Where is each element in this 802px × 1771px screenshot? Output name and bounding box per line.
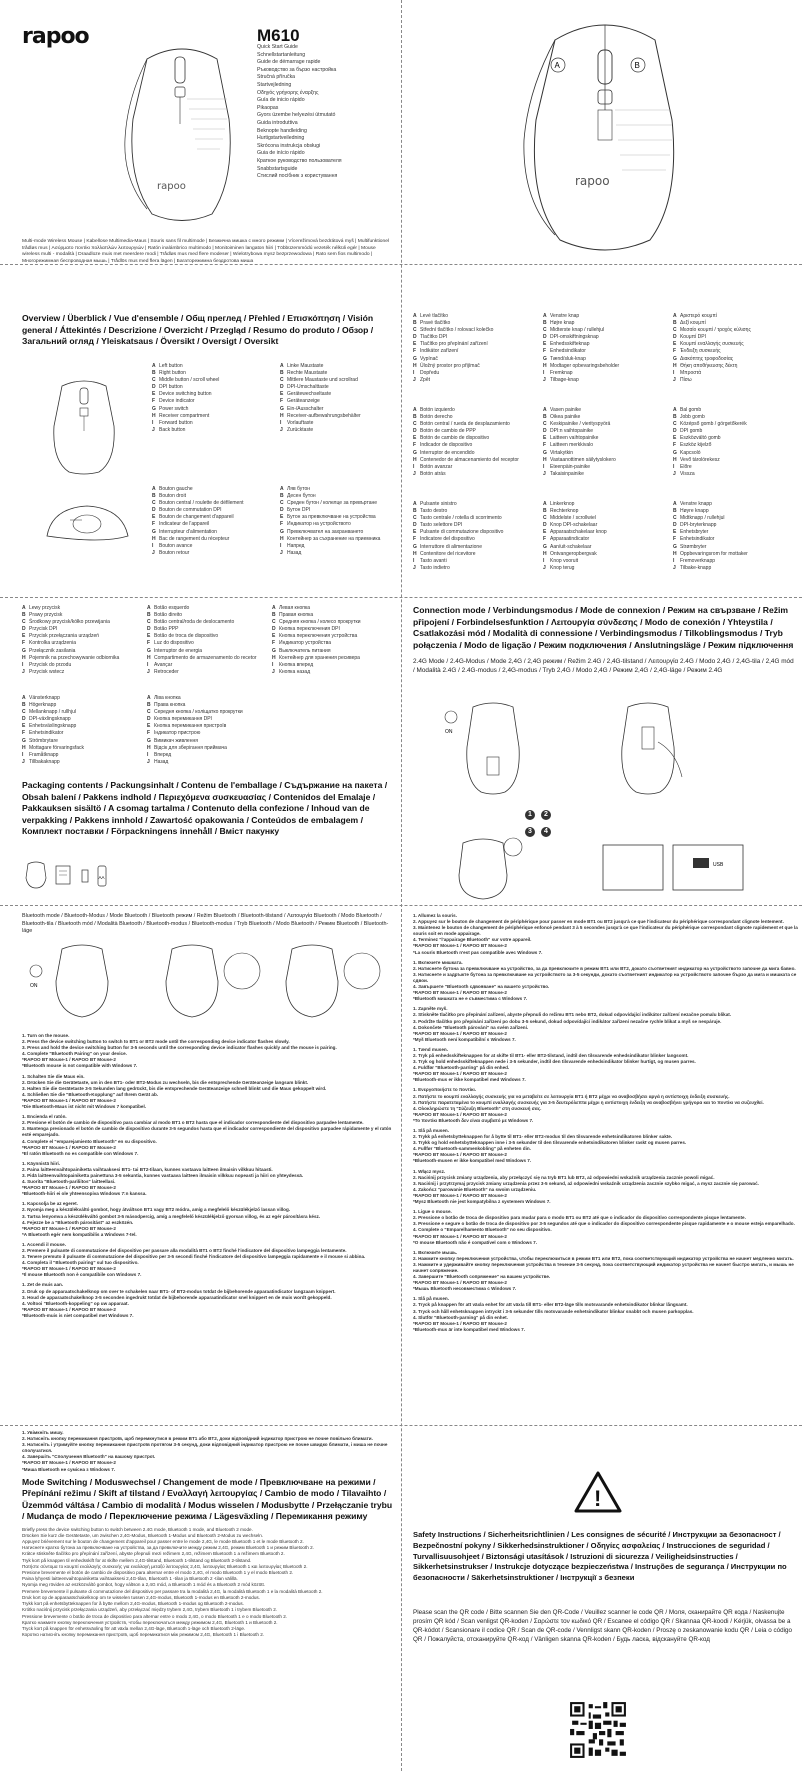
legend-da: A Venstre knap B Højre knap C Midterste knap / rullehjul D DPI-omskiftningsknap E Enhedsskifteknap F Enhedsindikator G Tænd/sluk-knap H Modtager opbevaringsbeholder I Fremknap J Tilbage-knap	[543, 313, 620, 383]
legend-fi: A Vasen painike B Oikea painike C Keskipainike / vierityspyörä D DPI:n vaihtopainike E Laitteen vaihtopainike F Laitteen merkkivalo G Virtakytkin H Vastaanottimen säilytyslokero I Eteenpäin-painike J Takaisinpainike	[543, 407, 616, 477]
on-label: ON	[30, 983, 38, 989]
label-a: A	[554, 61, 560, 70]
bt-fi: 1. Käynnistä hiiri. 2. Paina laitteenvaihtopainiketta vaihtaaksesi BT1- tai BT2-tilaan, kunnes vastaava laitteen ilmaisin vilkkuu hitaasti. 3. Pidä laitteenvaihtopainiketta painettuna 3-5 sekuntia, kunnes vastaava laitteen ilmaisin vilkkuu nopeasti ja hiiri on yhteydessä. 4. Suorita "Bluetooth-pariliitos" laitteellasi. *RAPOO BT Mouse-1 / RAPOO BT Mouse-2 *Bluetooth-hiiri ei ole yhteensopiva Windows 7:n kanssa.	[22, 1160, 304, 1197]
legend-grid-left	[22, 605, 397, 901]
fold-line	[0, 905, 802, 906]
warning-glyph: !	[594, 1486, 602, 1511]
step3-illustration	[443, 835, 533, 901]
legend-no: A Venstre knapp B Høyre knapp C Midtknapp / rullehjul D DPI-bryterknapp E Enhetsbryter F Enhetsindikator G Strømbryter H Oppbevaringsrom for mottaker I Fremoverknapp J Tilbake-knapp	[673, 501, 748, 571]
step-number: 2	[541, 810, 551, 820]
usb-label: USB	[713, 862, 724, 868]
legend-uk: A Ліва кнопка B Права кнопка C Середня кнопка / коліщатко прокрутки D Кнопка перемикання DPI E Кнопка перемикання пристроїв F Індикатор пристрою G Вимикач живлення H Відсік для зберігання приймача I Вперед J Назад	[147, 695, 243, 765]
mouse-side-diagram	[42, 498, 132, 548]
package-mouse	[26, 862, 46, 888]
step-number: 1	[525, 810, 535, 820]
legend-it: A Pulsante sinistro B Tasto destro C Tasto centrale / rotella di scorrimento D Tasto selettore DPI E Pulsante di commutazione dispositivo F Indicatore del dispositivo G Interruttore di alimentazione H Contenitore del ricevitore I Tasto avanti J Tasto indietro	[413, 501, 504, 571]
legend-es: A Botón izquierdo B Botón derecho C Botón central / rueda de desplazamiento D Botón de cambio de PPP E Botón de cambio de dispositivo F Indicador de dispositivo G Interruptor de encendido H Contenedor de almacenamiento del receptor I Botón avanzar J Botón atrás	[413, 407, 519, 477]
battery-label: AA	[98, 875, 105, 880]
bt-no: 1. Slå på musen. 2. Trykk på enhetsbytteknappen for å bytte til BT1- eller BT2-modus til den tilsvarende enhetsindikatoren blinker sakte. 3. Trykk og hold enhetsbytteknappen inne i 3-5 sekunder til den tilsvarende enhetsindikatoren blinker raskt og musen parres. 4. Fullfør "Bluetooth-sammenkobling" på enheten din. *RAPOO BT Mouse-1 / RAPOO BT Mouse-2 *Bluetooth-musen er ikke kompatibel med Windows 7.	[413, 1128, 687, 1164]
mode-switching-panel	[22, 1430, 397, 1768]
product-line: Multi-mode Wireless Mouse | Kabellose Multimedia-Maus | Souris sans fil multimode | Безжична мишка с много режими | Vícerežimová bezdrátová myš | Multifunktionel trådløs mus | Ασύρματο ποντίκι πολλαπλών λειτουργιών | Ratón inalámbrico multimodo | Monitoiminen langaton hiiri | Többüzemmódú vezeték nélküli egér | Mouse wireless multi - modalità | Draadloze muis met meerdere modi | Trådløs mus med flere modeser | Wielotrybowa mysz bezprzewodowa | Rato sem fios multimodo | Многорежимная беспроводная мышь | Trådlös mus med flera lägen | Багаторежимна бездротова миша	[22, 239, 390, 264]
connection-panel	[413, 605, 798, 901]
overview-panel	[22, 313, 397, 593]
mouse-top-diagram	[44, 376, 124, 476]
bt-cs: 1. Zapněte myš. 2. Stiskněte tlačítko pro přepínání zařízení, abyste přepnuli do režimu BT1 nebo BT2, dokud odpovídající indikátor zařízení nezačne pomalu blikat. 3. Podržte tlačítko pro přepínání zařízení po dobu 3-5 sekund, dokud odpovídající indikátor zařízení nezačne rychle blikat a myš se nespáruje. 4. Dokončete "Bluetooth párování" na svém zařízení. *RAPOO BT Mouse-1 / RAPOO BT Mouse-2 *Myš Bluetooth není kompatibilní s Windows 7.	[413, 1006, 732, 1042]
bt-fr: 1. Allumez la souris. 2. Appuyez sur le bouton de changement de périphérique pour passer en mode BT1 ou BT2 jusqu'à ce que l'indicateur du périphérique correspondant clignote lentement. 3. Maintenez le bouton de changement de périphérique enfoncé pendant 3 à 5 secondes jusqu'à ce que l'indicateur du périphérique correspondant clignote rapidement et que la souris soit en mode appairage. 4. Terminez "l'appairage Bluetooth" sur votre appareil. *RAPOO BT Mouse-1 / RAPOO BT Mouse-2 *La souris Bluetooth n'est pas compatible avec Windows 7.	[413, 913, 798, 955]
packaging-contents-illustration	[22, 860, 132, 890]
bt-ru: 1. Включите мышь. 2. Нажмите кнопку переключения устройства, чтобы переключиться в режим BT1 или BT2, пока соответствующий индикатор устройства не начнет медленно мигать. 3. Нажмите и удерживайте кнопку переключения устройства в течение 3-5 секунд, пока соответствующий индикатор устройства не начнет быстро мигать, и мышь не начнет сопряжение. 4. Завершите "Bluetooth сопряжение" на вашем устройстве. *RAPOO BT Mouse-1 / RAPOO BT Mouse-2 *Мышь Bluetooth несовместима с Windows 7.	[413, 1249, 794, 1292]
bluetooth-panel-right	[413, 913, 798, 1421]
bt-de: 1. Schalten Sie die Maus ein. 2. Drücken Sie die Gerätetaste, um in den BT1- oder BT2-Modus zu wechseln, bis die entsprechende Geräteanzeige langsam blinkt. 3. Halten Sie die Gerätetaste 3-5 Sekunden lang gedrückt, bis die entsprechende Geräteanzeige schnell blinkt und die Maus gekoppelt wird. 4. Schließen Sie die "Bluetooth-Kopplung" auf Ihrem Gerät ab. *RAPOO BT Mouse-1 / RAPOO BT Mouse-2 *Die Bluetooth-Maus ist nicht mit Windows 7 kompatibel.	[22, 1073, 327, 1110]
mouse-logo: rapoo	[157, 181, 186, 192]
bt-en: 1. Turn on the mouse. 2. Press the device switching button to switch to BT1 or BT2 mode until the corresponding device indicator flashes slowly. 3. Press and hold the device switching button for 3-5 seconds until the corresponding device indicator flashes quickly and the mouse is pairing. 4. Complete "Bluetooth Pairing" on your device. *RAPOO BT Mouse-1 / RAPOO BT Mouse-2 *Bluetooth mouse is not compatible with Windows 7.	[22, 1033, 337, 1069]
cover-panel	[22, 24, 392, 264]
legend-pt: A Botão esquerdo B Botão direito C Botão central/roda de deslocamento D Botão PPP E Botão de troca de dispositivo F Luz do dispositivo G Interruptor de energia H Compartimento de armazenamento do recetor I Avançar J Retroceder	[147, 605, 257, 675]
fold-line-vertical	[401, 0, 402, 1771]
scan-instructions: Please scan the QR code / Bitte scannen Sie den QR-Code / Veuillez scanner le code QR / Моля, сканирайте QR кода / Naskenujte prosím QR kód / Scan venligst QR-koden / Σαρώστε τον κωδικό QR / Escanee el código QR / Skannaa QR-koodi / Kérjük, olvassa be a QR-kódot / Scansionare il codice QR / Scan de QR-code / Vennligst skann QR-koden / Proszę o zeskanowanie kodu QR / Leia o código QR / Пожалуйста, отсканируйте QR-код / Vänligen skanna QR-koden / Будь ласка, відскануйте QR-код	[413, 1609, 793, 1643]
model-name: M610	[257, 26, 300, 45]
safety-panel	[413, 1430, 798, 1768]
bt-el: 1. Ενεργοποιήστε το ποντίκι. 2. Πατήστε το κουμπί εναλλαγής συσκευής για να μεταβείτε σε λειτουργία BT1 ή BT2 μέχρι να αναβοσβήσει αργά η αντίστοιχη ένδειξη συσκευής. 3. Πατήστε παρατεταμένα το κουμπί εναλλαγής συσκευής για 3-5 δευτερόλεπτα μέχρι η αντίστοιχη ένδειξη να αναβοσβήνει γρήγορα και το ποντίκι να συζευχθεί. 4. Ολοκληρώστε τη "Σύζευξη Bluetooth" στη συσκευή σας. *RAPOO BT Mouse-1 / RAPOO BT Mouse-2 *Το ποντίκι Bluetooth δεν είναι συμβατό με Windows 7.	[413, 1087, 764, 1123]
legend-nl: A Linkerknop B Rechterknop C Middelste / scrollwiel D Knop DPI-schakelaar E Apparaatschakelaar knop F Apparaatindicator G Aan/uit-schakelaar H Ontvangeropbergvak I Knop vooruit J Knop terug	[543, 501, 607, 571]
bluetooth-panel	[22, 913, 397, 1421]
bluetooth-steps-illustration	[22, 941, 397, 1021]
guide-title-list: Quick Start Guide Schnellstartanleitung Guide de démarrage rapide Ръководство за бързо настройка Stručná příručka Startvejledning Οδηγός γρήγορης έναρξης Guía de inicio rápido Pikaopas Gyors üzembe helyezési útmutató Guida introduttiva Beknopte handleiding Hurtigstartveiledning Skrócona instrukcja obsługi Guia de início rápido Краткое руководство пользователя Snabbstartsguide Стислий посібник з користування	[257, 44, 342, 180]
bluetooth-instructions	[22, 1033, 397, 1323]
bt-uk: 1. Увімкніть мишу. 2. Натисніть кнопку перемикання пристроїв, щоб перемкнутися в режим BT1 або BT2, доки відповідний індикатор пристрою не почне повільно блимати. 3. Натисніть і утримуйте кнопку перемикання пристроїв протягом 3-5 секунд, доки відповідний індикатор пристрою не почне швидко блимати, і миша не почне сполучатися. 4. Завершіть "Сполучення Bluetooth" на вашому пристрої. *RAPOO BT Mouse-1 / RAPOO BT Mouse-2 *Миша Bluetooth не сумісна з Windows 7.	[22, 1430, 388, 1472]
step-number: 4	[541, 827, 551, 837]
legend-grid-right	[413, 313, 798, 593]
bt-pl: 1. Włącz mysz. 2. Naciśnij przycisk zmiany urządzenia, aby przełączyć się na tryb BT1 lub BT2, aż odpowiedni wskaźnik urządzenia zacznie powoli migać. 3. Naciśnij i przytrzymaj przycisk zmiany urządzenia przez 3-5 sekund, aż odpowiedni wskaźnik urządzenia zacznie szybko migać, a mysz zacznie się parować. 4. Zakończ "parowanie Bluetooth" na swoim urządzeniu. *RAPOO BT Mouse-1 / RAPOO BT Mouse-2 *Mysz Bluetooth nie jest kompatybilna z systemem Windows 7.	[413, 1168, 759, 1205]
legend-el: A Αριστερό κουμπί B Δεξί κουμπί C Μεσαίο κουμπί / τροχός κύλισης D Κουμπί DPI E Κουμπί εναλλαγής συσκευής F Ένδειξη συσκευής G Διακόπτης τροφοδοσίας H Θήκη αποθήκευσης δέκτη I Μπροστά J Πίσω	[673, 313, 751, 383]
legend-sv: A Vänsterknapp B Högerknapp C Mellanknapp / rullhjul D DPI-växlingsknapp E Enhetsväxlingsknapp F Enhetsindikator G Strömbrytare H Mottagare förvaringsfack I Framåtknapp J Tillbakaknapp	[22, 695, 85, 765]
mouse-large-illustration	[510, 10, 700, 255]
step4-illustration	[598, 840, 748, 895]
bt-nl: 1. Zet de muis aan. 2. Druk op de apparaatschakelknop om over te schakelen naar BT1- of BT2-modus totdat de bijbehorende apparaatindicator langzaam knippert. 3. Houd de apparaatschakelknop 3-5 seconden ingedrukt totdat de bijbehorende apparaatindicator snel knippert en de muis wordt gekoppeld. 4. Voltooi "Bluetooth-koppeling" op uw apparaat. *RAPOO BT Mouse-1 / RAPOO BT Mouse-2 *Bluetooth-muis is niet compatibel met Windows 7.	[22, 1282, 336, 1318]
safety-title: Safety Instructions / Sicherheitsrichtlinien / Les consignes de sécurité / Инструкции за безопасност / Bezpečnostní pokyny / Sikkerhedsinstruktioner / Οδηγίες ασφαλείας / Instrucciones de seguridad / Turvallisuusohjeet / Biztonsági utasítások / Istruzioni di sicurezza / Veiligheidsinstructies / Sikkerhetsinstrukser / Instrukcje dotyczące bezpieczeństwa / Instruções de segurança / Инструкции по безопасности / Säkerhetsinstruktioner / Інструкції з безпеки	[413, 1530, 787, 1583]
step2-illustration	[598, 697, 698, 797]
packaging-title: Packaging contents / Packungsinhalt / Contenu de l'emballage / Съдържание на пакета / Obsah balení / Pakkens indhold / Περιεχόμενα συσκευασίας / Contenidos del Emalaje / Pakkauksen sisältö / A csomag tartalma / Contenuto della confezione / Inhoud van de verpakking / Pakkens innhold / Zawartość opakowania / Conteúdos de embalagem / Комплект поставки / Förpackningens innehåll / Вміст пакунку	[22, 780, 388, 836]
connection-title: Connection mode / Verbindungsmodus / Mode de connexion / Режим на свързване / Režim připojení / Forbindelsesfunktion / Λειτουργία σύνδεσης / Modo de conexión / Yhteystila / Csatlakozási mód / Modalità di connessione / Verbindingsmodus / Tilkoblingsmodus / Tryb połączenia / Modo de ligação / Режим подключения / Anslutningsläge / Режим підключення	[413, 605, 794, 650]
qr-code	[568, 1700, 628, 1760]
legend-pl: A Lewy przycisk B Prawy przycisk C Środkowy przycisk/kółko przewijania D Przycisk DPI E Przycisk przełączania urządzeń F Kontrolka urządzenia G Przełącznik zasilania H Pojemnik na przechowywanie odbiornika I Przycisk do przodu J Przycisk wstecz	[22, 605, 120, 675]
package-receiver	[82, 870, 88, 882]
bt-it: 1. Accendi il mouse. 2. Premere il pulsante di commutazione del dispositivo per passare alla modalità BT1 o BT2 finché l'indicatore del dispositivo lampeggia lentamente. 3. Tenere premuto il pulsante di commutazione del dispositivo per 3-5 secondi finché l'indicatore del dispositivo lampeggia rapidamente e il mouse si abbina. 4. Completa il "Bluetooth pairing" sul tuo dispositivo. *RAPOO BT Mouse-1 / RAPOO BT Mouse-2 *Il mouse Bluetooth non è compatibile con Windows 7.	[22, 1241, 366, 1278]
bt-sv: 1. Slå på musen. 2. Tryck på knappen för att växla enhet för att växla till BT1- eller BT2-läge tills motsvarande enhetsindikator blinkar långsamt. 3. Tryck och håll enhetsknappen intryckt i 3-5 sekunder tills motsvarande enhetsindikator blinkar snabbt och musen parkopplas. 4. Slutför "Bluetooth-parning" på din enhet. *RAPOO BT Mouse-1 / RAPOO BT Mouse-2 *Bluetooth-mus är inte kompatibel med Windows 7.	[413, 1296, 694, 1332]
legend-cs: A Levé tlačítko B Pravé tlačítko C Střední tlačítko / rolovací kolečko D Tlačítko DPI E Tlačítko pro přepínání zařízení F Indikátor zařízení G Vypínač H Úložný prostor pro přijímač I Dopředu J Zpět	[413, 313, 494, 383]
brand-logo: rapoo	[22, 24, 89, 49]
fold-line	[0, 1425, 802, 1426]
bt-pt: 1. Ligue o mouse. 2. Pressione o botão de troca de dispositivo para mudar para o modo BT1 ou BT2 até que o indicador do dispositivo correspondente pisque lentamente. 3. Pressione e segure o botão de troca de dispositivo por 3-5 segundos até que o indicador do dispositivo correspondente pisque rapidamente e o mouse esteja emparelhado. 4. Complete o "Emparelhamento Bluetooth" no seu dispositivo. *RAPOO BT Mouse-1 / RAPOO BT Mouse-2 *O mouse Bluetooth não é compatível com o Windows 7.	[413, 1209, 795, 1245]
legend-en: A Left button B Right button C Middle button / scroll wheel D DPI button E Device switching button F Device indicator G Power switch H Receiver compartment I Forward button J Back button	[152, 363, 220, 433]
bt-bg: 1. Включете мишката. 2. Натиснете бутона за превключване на устройство, за да превключите в режим BT1 или BT2, докато съответният индикатор на устройството започне да мига бавно. 3. Натиснете и задръжте бутона за превключване на устройството за 3-5 секунди, докато съответният индикатор на устройството започне бързо да мига и мишката се сдвои. 4. Завършете "Bluetooth сдвояване" на вашето устройство. *RAPOO BT Mouse-1 / RAPOO BT Mouse-2 *Bluetooth мишката не е съвместима с Windows 7.	[413, 959, 797, 1002]
mouse-top-illustration	[117, 39, 247, 224]
step1-illustration	[443, 697, 543, 797]
legend-hu: A Bal gomb B Jobb gomb C Középső gomb / görgetőkerék D DPI gomb E Eszközváltó gomb F Eszköz kijelző G Kapcsoló H Vevő tárolórekesz I Előre J Vissza	[673, 407, 747, 477]
overview-title: Overview / Überblick / Vue d'ensemble / Общ преглед / Přehled / Επισκόπηση / Visión general / Áttekintés / Descrizione / Overzicht / Przegląd / Resumo do produto / Обзор / Загальний огляд / Yleiskatsaus / Översikt / Oversigt / Oversikt	[22, 313, 374, 346]
bt-es: 1. Encienda el ratón. 2. Presione el botón de cambio de dispositivo para cambiar al modo BT1 o BT2 hasta que el indicador correspondiente del dispositivo parpadee lentamente. 3. Mantenga presionado el botón de cambio de dispositivo durante 3-5 segundos hasta que el indicador correspondiente del dispositivo parpadee rápidamente y el ratón esté emparejado. 4. Complete el "emparejamiento Bluetooth" en su dispositivo. *RAPOO BT Mouse-1 / RAPOO BT Mouse-2 *El ratón Bluetooth no es compatible con Windows 7.	[22, 1114, 392, 1156]
legend-ru: A Левая кнопка B Правая кнопка C Средняя кнопка / колесо прокрутки D Кнопка переключения DPI E Кнопка переключения устройства F Индикатор устройства G Выключатель питания H Контейнер для хранения ресивера I Кнопка вперед J Кнопка назад	[272, 605, 361, 675]
fold-line	[0, 597, 802, 598]
on-label: ON	[445, 729, 453, 735]
mouse-logo: rapoo	[575, 174, 610, 188]
bt-hu: 1. Kapcsolja be az egeret. 2. Nyomja meg a készülékváltó gombot, hogy átváltson BT1 vagy BT2 módra, amíg a megfelelő készülékjelző lassan villog. 3. Tartsa lenyomva a készülékváltó gombot 3-5 másodpercig, amíg a megfelelő készülékjelző gyorsan villog, és az egér párosításra kész. 4. Fejezze be a "Bluetooth párosítást" az eszközén. *RAPOO BT Mouse-1 / RAPOO BT Mouse-2 *A Bluetooth egér nem kompatibilis a Windows 7-tel.	[22, 1201, 321, 1237]
connection-subtitle: 2.4G Mode / 2.4G-Modus / Mode 2,4G / 2,4G режим / Režim 2.4G / 2,4G-tilstand / Λειτουργία 2.4G / Modo 2,4G / 2,4G-tila / 2,4G mód / Modalità 2.4G / 2.4G-modus / 2,4G-modus / Tryb 2,4G / Modo 2,4G / Режим 2,4G / 2,4G-läge / Режим 2.4G	[413, 658, 794, 674]
step-number: 3	[525, 827, 535, 837]
mode-switching-lines: Briefly press the device switching button to switch between 2.4G mode, Bluetooth 1 mode, and Bluetooth 2 mode. Drücken Sie kurz die Gerätetaste, um zwischen 2,4G-Modus, Bluetooth 1-Modus und Bluetooth 2-Modus zu wechseln. Appuyez brièvement sur le bouton de changement d'appareil pour passer entre le mode 2,4G, le mode Bluetooth 1 et le mode Bluetooth 2. Натиснете кратко бутона за превключване на устройства, за да превключите между режим 2,4G, режим Bluetooth 1 и режим Bluetooth 2. Krátce stiskněte tlačítko pro přepínání zařízení, abyste přepnuli mezi režimem 2,4G, režimem Bluetooth 1 a režimem Bluetooth 2. Tryk kort på knappen til enhedsskift for at skifte mellem 2,4G-tilstand, Bluetooth 1-tilstand og Bluetooth 2-tilstand. Πατήστε σύντομα το κουμπί εναλλαγής συσκευής για εναλλαγή μεταξύ λειτουργίας 2,4G, λειτουργίας Bluetooth 1 και λειτουργίας Bluetooth 2. Presione brevemente el botón de cambio de dispositivo para alternar entre el modo 2,4G, el modo Bluetooth 1 y el modo Bluetooth 2. Paina lyhyesti laitteenvaihtopainiketta vaihtaaksesi 2,4G-tilan, Bluetooth 1 -tilan ja Bluetooth 2 -tilan välillä. Nyomja meg röviden az eszközváltó gombot, hogy váltson a 2,4G mód, a Bluetooth 1 mód és a Bluetooth 2 mód között. Premere brevemente il pulsante di commutazione del dispositivo per passare tra la modalità 2,4G, la modalità Bluetooth 1 e la modalità Bluetooth 2. Druk kort op de apparaatschakelknop om te wisselen tussen 2,4G-modus, Bluetooth 1-modus en Bluetooth 2-modus. Trykk kort på enhetsbytteknappen for å bytte mellom 2,4G-modus, Bluetooth 1-modus og Bluetooth 2-modus. Krótko naciśnij przycisk przełączania urządzeń, aby przełączać między trybem 2,4G, trybem Bluetooth 1 i trybem Bluetooth 2. Pressione brevemente o botão de troca de dispositivo para alternar entre o modo 2,4G, o modo Bluetooth 1 e o modo Bluetooth 2. Кратко нажмите кнопку переключения устройств, чтобы переключаться между режимом 2,4G, Bluetooth 1 и Bluetooth 2. Tryck kort på knappen för enhetsväxling för att växla mellan 2,4G-läge, Bluetooth 1-läge och Bluetooth 2-läge. Коротко натисніть кнопку перемикання пристроїв, щоб перемикатися між режимом 2,4G, Bluetooth 1 і Bluetooth 2.	[22, 1526, 323, 1638]
warning-icon	[573, 1470, 623, 1514]
legend-bg: A Ляв бутон B Десен бутон C Среден бутон / колелце за превъртане D Бутон DPI E Бутон за превключване на устройства F Индикатор на устройството G Превключвател на захранването H Контейнер за съхранение на приемника I Напред J Назад	[280, 486, 381, 556]
cover-illustration-panel	[405, 10, 800, 260]
bluetooth-title: Bluetooth mode / Bluetooth-Modus / Mode Bluetooth / Bluetooth режим / Režim Bluetooth / Bluetooth-tilstand / Λειτουργία Bluetooth / Modo Bluetooth / Bluetooth-tila / Bluetooth mód / Modalità Bluetooth / Bluetooth-modus / Bluetooth-modus / Tryb Bluetooth / Modo Bluetooth / Режим Bluetooth / Bluetooth-läge	[22, 913, 389, 934]
legend-de: A Linke Maustaste B Rechte Maustaste C Mittlere Maustaste und scrollrad D DPI-Umschalttaste E Gerätewechseltaste F Geräteanzeige G Ein-/Ausschalter H Receiver-aufbewahrungsbehälter I Vorlauftaste J Zurücktaste	[280, 363, 361, 433]
label-b: B	[634, 61, 640, 70]
legend-fr: A Bouton gauche B Bouton droit C Bouton central / roulette de défilement D Bouton de commutation DPI E Bouton de changement d'appareil F Indicateur de l'appareil G Interrupteur d'alimentation H Bac de rangement du récepteur I Bouton avance J Bouton retour	[152, 486, 244, 556]
mode-switching-title: Mode Switching / Moduswechsel / Changement de mode / Превключване на режими / Přepínání režimu / Skift af tilstand / Εναλλαγή λειτουργίας / Cambio de modo / Tilavaihto / Üzemmód váltása / Cambio di modalità / Modus wisselen / Modusbytte / Przełączanie trybu / Mudança de modo / Переключение режима / Lägesväxling / Перемикання режиму	[22, 1476, 393, 1522]
bt-da: 1. Tænd musen. 2. Tryk på enhedsskifteknappen for at skifte til BT1- eller BT2-tilstand, indtil den tilsvarende enhedsindikator blinker langsomt. 3. Tryk og hold enhedsskifteknappen nede i 3-5 sekunder, indtil den tilsvarende enhedsindikator blinker hurtigt, og musen parres. 4. Fuldfør "Bluetooth-parring" på din enhed. *RAPOO BT Mouse-1 / RAPOO BT Mouse-2 *Bluetooth-mus er ikke kompatibel med Windows 7.	[413, 1046, 696, 1083]
